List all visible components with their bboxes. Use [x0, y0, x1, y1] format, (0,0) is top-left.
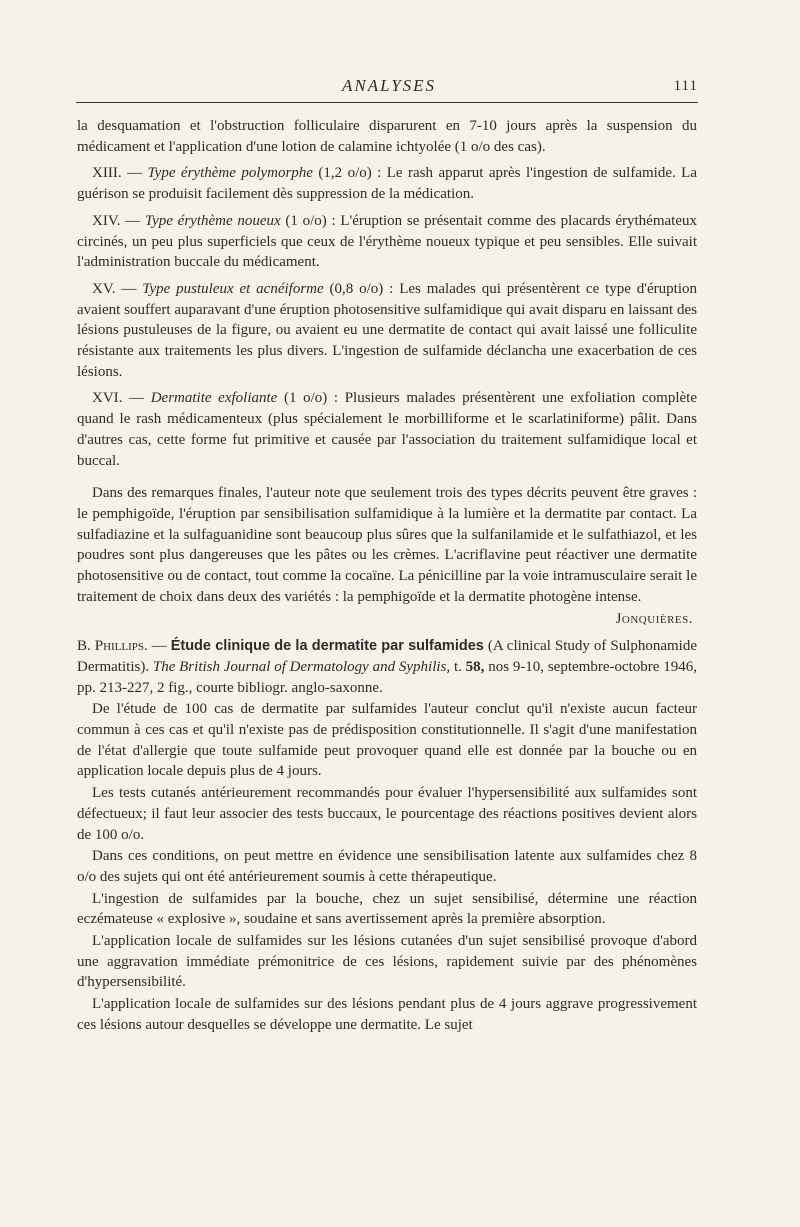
review-paragraph: Dans ces conditions, on peut mettre en évidence une sensibilisation latente aux sulfamides chez 8 o/o des sujets qui ont été antérieurement soumis à cette thérapeutique.: [77, 848, 697, 885]
section-number: XIII. —: [92, 165, 148, 182]
section-text: (0,8 o/o) : Les malades qui présentèrent ce type d'éruption avaient souffert auparavant d'une éruption photosensitive sulfamidique qui avait disparu en laissant des lésions pustuleuses de la figure, ou avaient eu une dermatite de contact qui avait laissé une folliculite résistante aux traitements les plus divers. L'ingestion de sulfamide déclancha une exacerbation de ces lésions.: [77, 280, 697, 380]
header-rule: [76, 102, 698, 103]
review-paragraph: L'application locale de sulfamides sur des lésions pendant plus de 4 jours aggrave progressivement ces lésions autour desquelles se développe une dermatite. Le sujet: [77, 996, 697, 1033]
page-number: 111: [673, 78, 698, 94]
section-text: (1,2 o/o) : Le rash apparut après l'ingestion de sulfamide. La guérison se produisit facilement dès suppression de la médication.: [77, 165, 697, 203]
review-paragraph: L'ingestion de sulfamides par la bouche, chez un sujet sensibilisé, détermine une réaction eczémateuse « explosive », soudaine et sans avertissement après la première absorption.: [77, 890, 697, 928]
review-paragraph: Les tests cutanés antérieurement recommandés pour évaluer l'hypersensibilité aux sulfamides sont défectueux; il faut leur associer des tests buccaux, le pourcentage des réactions positives devient alors de 100 o/o.: [77, 785, 697, 843]
section-text: (1 o/o) : Plusieurs malades présentèrent une exfoliation complète quand le rash médicamenteux (plus spécialement le morbilliforme et le scarlatiniforme) pâlit. Dans d'autres cas, cette forme fut primitive et causée par l'association du traitement sulfamidique local et buccal.: [77, 390, 697, 469]
paragraph-conclusion: Dans des remarques finales, l'auteur note que seulement trois des types décrits peuvent être graves : le pemphigoïde, l'éruption par sensibilisation sulfamidique à la lumière et la dermatite par contact. La sulfadiazine et la sulfaguanidine sont beaucoup plus sûres que la sulfanilamide et le sulfathiazol, et les poudres sont plus dangereuses que les pâtes ou les crèmes. L'acriflavine peut réactiver une dermatite photosensitive ou de contact, tout comme la cocaïne. La pénicilline par la voie intramusculaire serait le traitement de choix dans deux des variétés : la pemphigoïde et la dermatite photogène intense.: [77, 485, 697, 605]
reviewer-signature: Jonquières.: [615, 611, 693, 628]
paragraph-type-xv: [77, 279, 697, 383]
section-number: XVI. —: [92, 390, 151, 407]
dash: —: [147, 638, 171, 655]
section-heading: Type érythème noueux: [144, 212, 281, 229]
paragraph-type-xiv: [77, 211, 697, 273]
review-author: B. Phillips.: [77, 638, 148, 655]
section-number: XV. —: [92, 280, 143, 297]
section-text: (1 o/o) : L'éruption se présentait comme des placards érythémateux circinés, un peu plus superficiels que ceux de l'érythème noueux typique et peu sensibles. Elle suivait l'administration buccale du médicament.: [77, 212, 697, 271]
section-heading: Dermatite exfoliante: [150, 390, 278, 407]
volume-number: 58,: [465, 658, 485, 675]
review-reference: [77, 636, 697, 698]
tome-label: t.: [450, 658, 466, 675]
page-header: [78, 72, 700, 100]
running-title: ANALYSES: [341, 76, 437, 95]
article-body: [77, 116, 697, 1036]
section-heading: Type érythème polymorphe: [147, 165, 313, 182]
review-paragraph: De l'étude de 100 cas de dermatite par sulfamides l'auteur conclut qu'il n'existe aucun facteur commun à ces cas et qu'il n'existe pas de prédisposition constitutionnelle. Il s'agit d'une manifestation de l'état d'allergie que toute sulfamide peut provoquer quand elle est donnée par la bouche ou en application locale depuis plus de 4 jours.: [77, 701, 697, 780]
original-title: (A clinical Study of Sulphonamide Dermatitis).: [77, 638, 698, 675]
paragraph-type-xvi: [77, 388, 697, 471]
issue-details: nos 9-10, septembre-octobre 1946, pp. 213-227, 2 fig., courte bibliogr. anglo-saxonne.: [77, 658, 697, 696]
journal-name: The British Journal of Dermatology and Syphilis,: [152, 658, 451, 675]
review-article-title: Étude clinique de la dermatite par sulfamides: [170, 638, 484, 655]
review-paragraph: L'application locale de sulfamides sur les lésions cutanées d'un sujet sensibilisé provoque d'abord une aggravation immédiate prémonitrice de ces lésions, rapidement suivie par des phénomènes d'hypersensibilité.: [77, 933, 697, 991]
section-heading: Type pustuleux et acnéiforme: [142, 280, 324, 297]
section-number: XIV. —: [92, 212, 145, 229]
paragraph-continuation: la desquamation et l'obstruction folliculaire disparurent en 7-10 jours après la suspension du médicament et l'application d'une lotion de calamine ichtyolée (1 o/o des cas).: [77, 118, 697, 155]
paragraph-type-xiii: [77, 163, 697, 204]
